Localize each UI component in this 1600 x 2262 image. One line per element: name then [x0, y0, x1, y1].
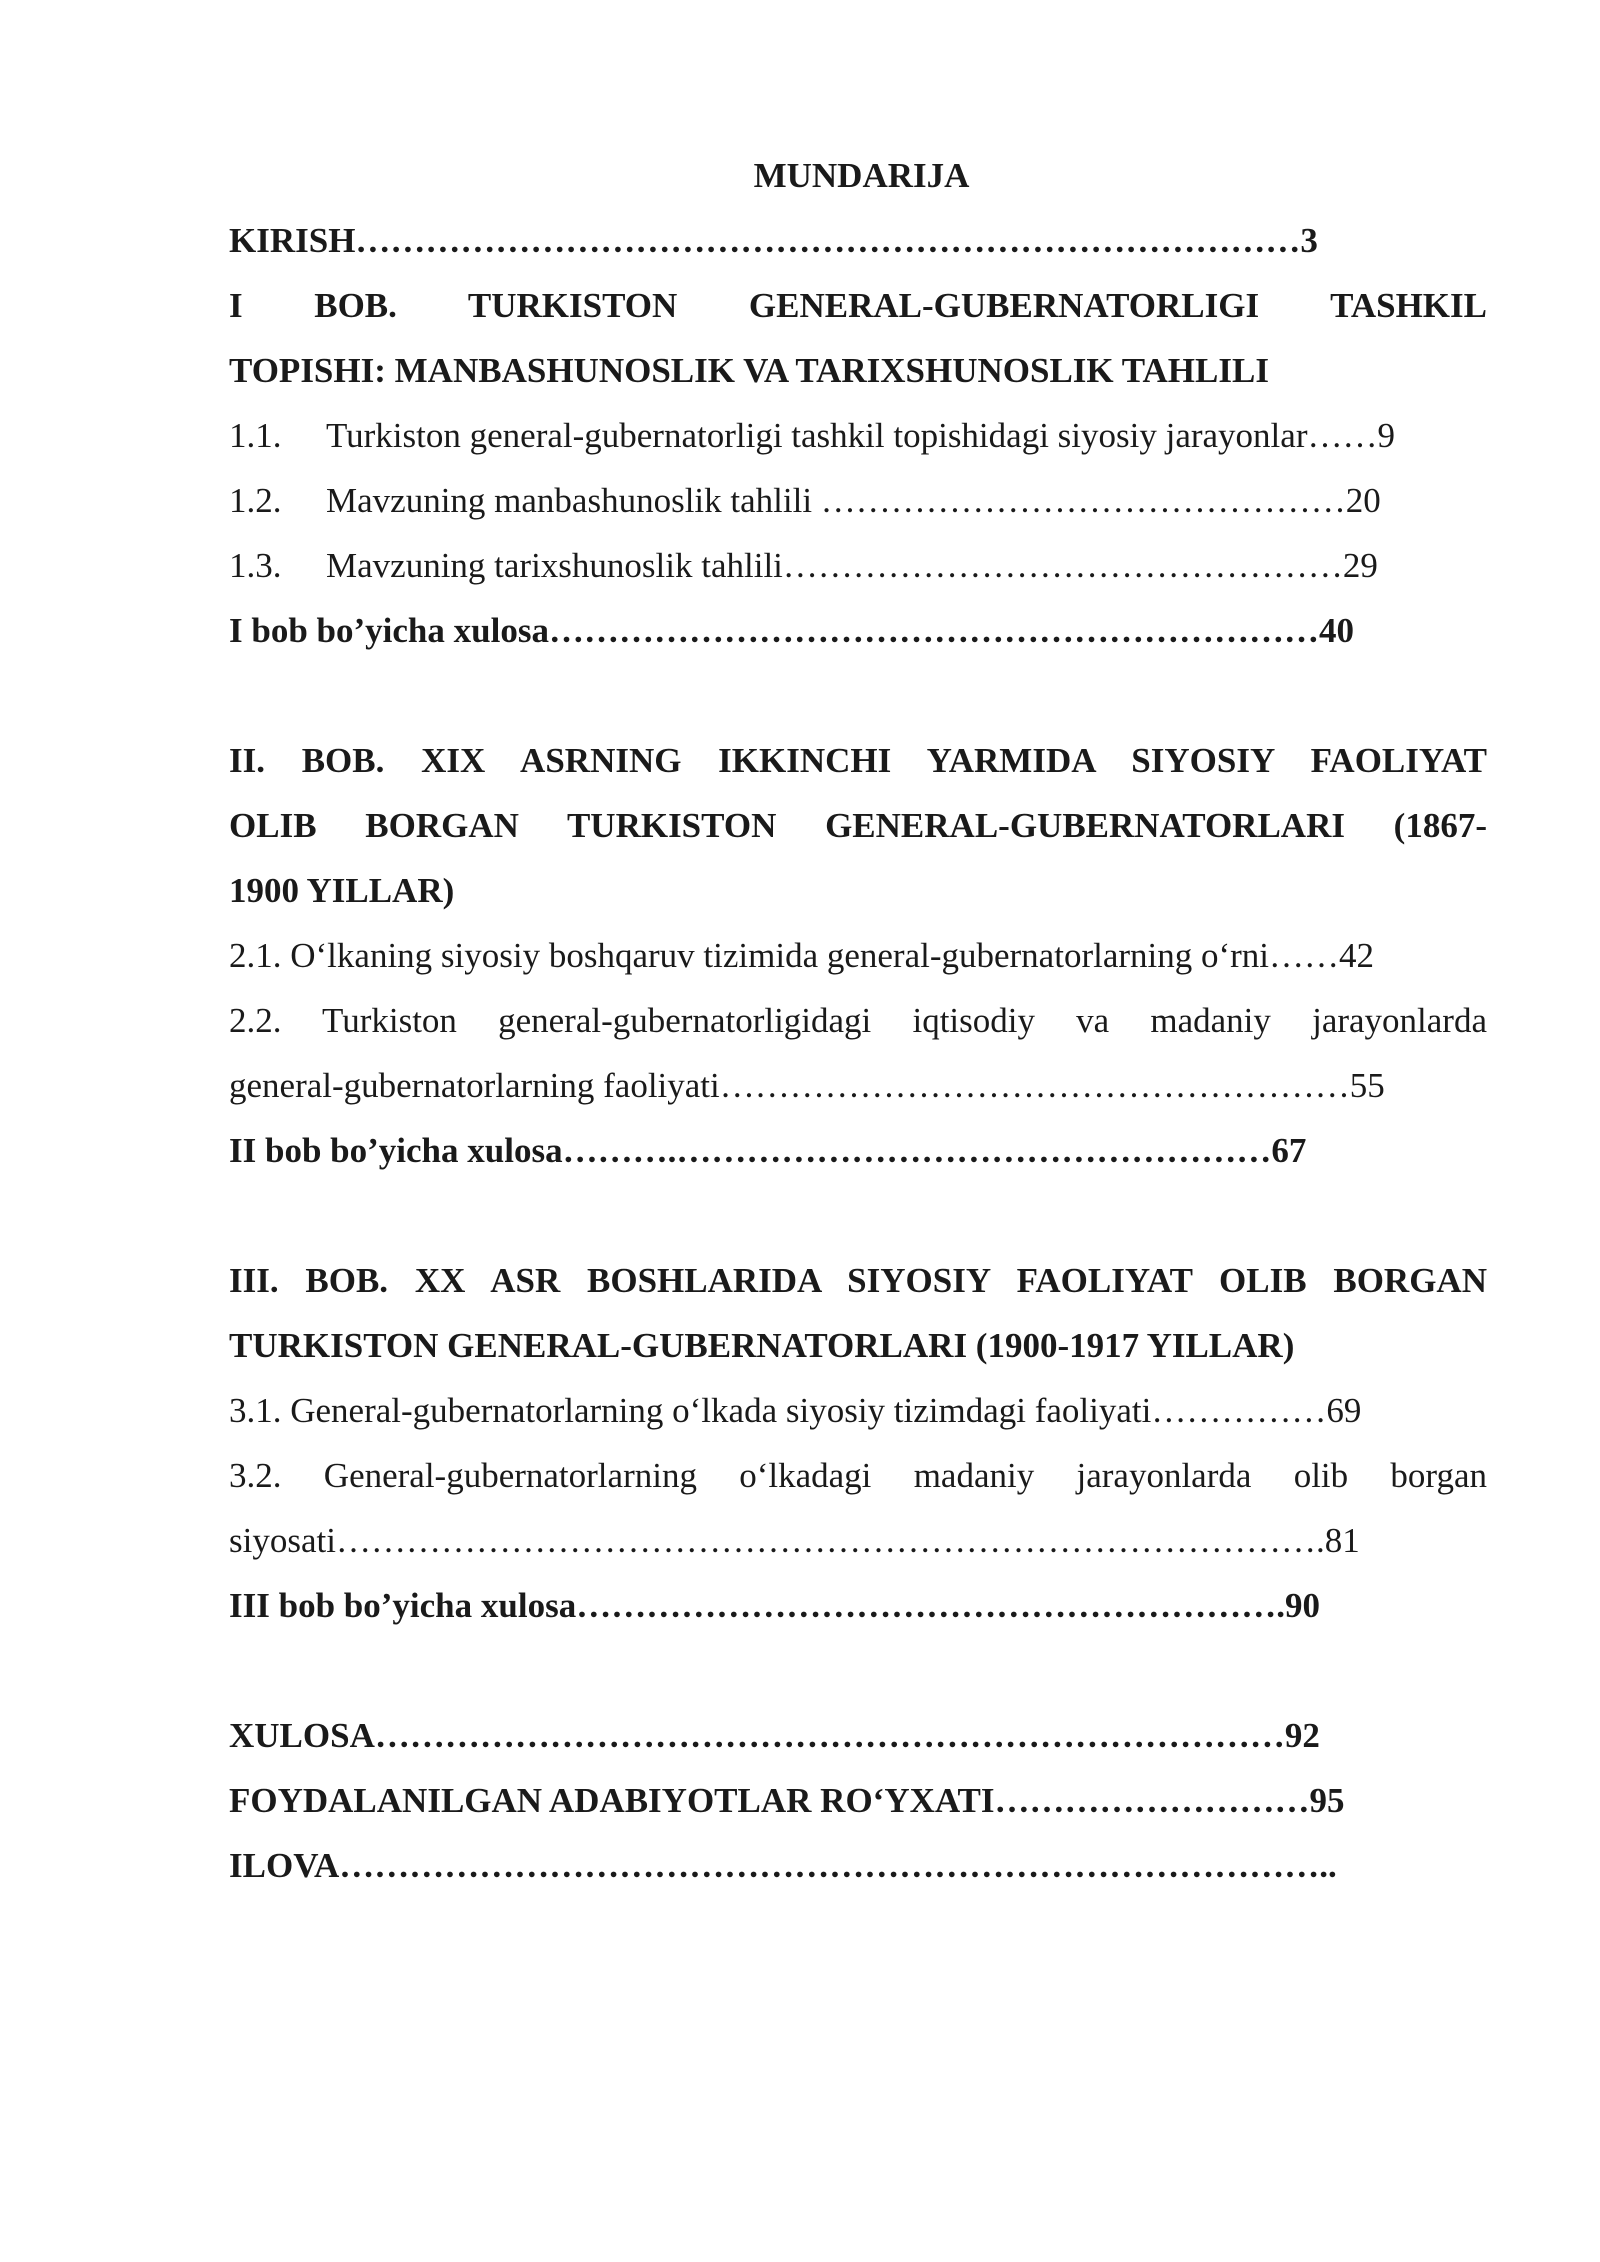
- section-number: 1.1.: [229, 416, 282, 455]
- toc-entry-1-1: [229, 416, 1487, 456]
- toc-entry-3-1: 3.1. General-gubernatorlarning o‘lkada siyosiy tizimdagi faoliyati……………69: [229, 1391, 1362, 1430]
- chapter-2-summary: II bob bo’yicha xulosa……….……………………………………………67: [229, 1131, 1307, 1170]
- toc-entry-ilova: ILOVA…………………………………………………………………………..: [229, 1846, 1337, 1885]
- toc-entry-3-2-line-2: siyosati………………………………………………………………………….81: [229, 1521, 1360, 1560]
- chapter-3-heading-line-1: III. BOB. XX ASR BOSHLARIDA SIYOSIY FAOLIYAT OLIB BORGAN: [229, 1261, 1487, 1300]
- chapter-2-heading-line-1: II. BOB. XIX ASRNING IKKINCHI YARMIDA SIYOSIY FAOLIYAT: [229, 741, 1487, 780]
- chapter-3-heading-line-2: TURKISTON GENERAL-GUBERNATORLARI (1900-1917 YILLAR): [229, 1326, 1295, 1365]
- toc-entry-3-2-line-1: 3.2. General-gubernatorlarning o‘lkadagi madaniy jarayonlarda olib borgan: [229, 1456, 1487, 1495]
- chapter-1-heading-line-2: TOPISHI: MANBASHUNOSLIK VA TARIXSHUNOSLIK TAHLILI: [229, 351, 1269, 390]
- section-title: Mavzuning manbashunoslik tahlili ………………………………………20: [326, 481, 1381, 520]
- page-title: MUNDARIJA: [753, 156, 970, 195]
- chapter-3-summary: III bob bo’yicha xulosa…………………………………………………….90: [229, 1586, 1320, 1625]
- toc-entry-references: FOYDALANILGAN ADABIYOTLAR RO‘YXATI………………………95: [229, 1781, 1345, 1820]
- section-title: Mavzuning tarixshunoslik tahlili…………………………………………29: [326, 546, 1378, 585]
- section-number: 1.3.: [229, 546, 282, 585]
- toc-entry-kirish: KIRISH………………………………………………………………………3: [229, 221, 1318, 260]
- section-number: 1.2.: [229, 481, 282, 520]
- toc-entry-2-1: 2.1. O‘lkaning siyosiy boshqaruv tizimida general-gubernatorlarning o‘rni……42: [229, 936, 1375, 975]
- toc-entry-xulosa: XULOSA……………………………………………………………………92: [229, 1716, 1320, 1755]
- section-title: Turkiston general-gubernatorligi tashkil topishidagi siyosiy jarayonlar……9: [326, 416, 1395, 455]
- chapter-1-summary: I bob bo’yicha xulosa…………………………………………………………40: [229, 611, 1354, 650]
- chapter-2-heading-line-2: OLIB BORGAN TURKISTON GENERAL-GUBERNATORLARI (1867-: [229, 806, 1487, 845]
- toc-entry-1-2: [229, 481, 1487, 521]
- toc-entry-2-2-line-1: 2.2. Turkiston general-gubernatorligidagi iqtisodiy va madaniy jarayonlarda: [229, 1001, 1487, 1040]
- toc-entry-2-2-line-2: general-gubernatorlarning faoliyati………………………………………………55: [229, 1066, 1385, 1105]
- chapter-2-heading-line-3: 1900 YILLAR): [229, 871, 455, 910]
- chapter-1-heading-line-1: I BOB. TURKISTON GENERAL-GUBERNATORLIGI TASHKIL: [229, 286, 1487, 325]
- toc-entry-1-3: [229, 546, 1487, 586]
